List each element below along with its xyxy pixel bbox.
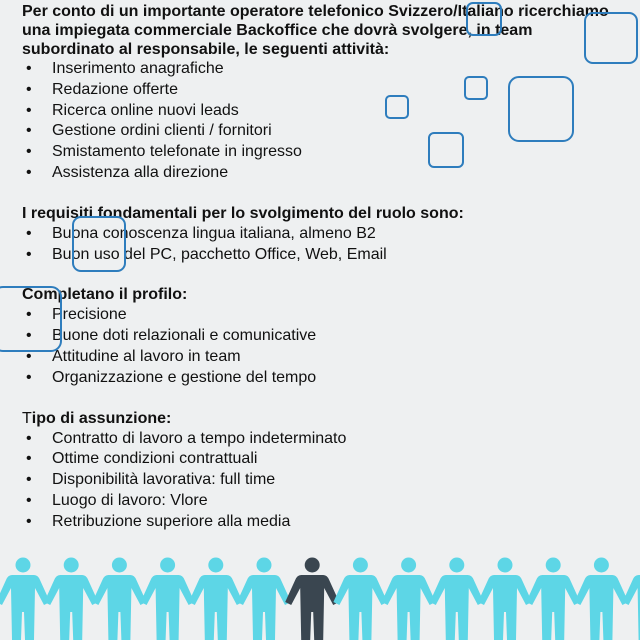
rounded-square-outline-icon <box>0 286 62 352</box>
rounded-square-outline-icon <box>385 95 409 119</box>
list-item: • Organizzazione e gestione del tempo <box>22 368 622 389</box>
list-item: • Retribuzione superiore alla media <box>22 512 622 533</box>
rounded-square-outline-icon <box>584 12 638 64</box>
intro-paragraph: Per conto di un importante operatore telefonico Svizzero/Italiano ricerchiamo una impiegata commerciale Backoffice che dovrà svolgere, in team subordinato al responsabile, le seguenti attività: <box>22 3 609 58</box>
people-row-graphic <box>0 556 640 640</box>
person-figure-icon <box>430 558 484 640</box>
profile-title: Completano il profilo: <box>22 286 188 304</box>
list-item: • Disponibilità lavorativa: full time <box>22 470 622 491</box>
list-item: • Precisione <box>22 305 622 326</box>
person-figure-icon <box>623 558 640 640</box>
rounded-square-outline-icon <box>72 216 126 272</box>
hiring-title-rest: ipo di assunzione: <box>31 409 172 427</box>
section-gap <box>22 184 622 204</box>
list-item: • Buon uso del PC, pacchetto Office, Web, Email <box>22 245 622 266</box>
list-item: • Attitudine al lavoro in team <box>22 347 622 368</box>
person-figure-icon <box>92 558 146 640</box>
list-item: • Smistamento telefonate in ingresso <box>22 142 622 163</box>
list-item: • Luogo di lavoro: Vlore <box>22 491 622 512</box>
list-item: • Inserimento anagrafiche <box>22 59 622 80</box>
list-item: • Buone doti relazionali e comunicative <box>22 326 622 347</box>
person-figure-icon <box>382 558 436 640</box>
hiring-title-initial: T <box>22 409 32 427</box>
list-item: • Ottime condizioni contrattuali <box>22 449 622 470</box>
person-figure-icon <box>285 558 339 640</box>
person-figure-icon <box>574 558 628 640</box>
person-figure-icon <box>478 558 532 640</box>
person-figure-icon <box>526 558 580 640</box>
person-figure-icon <box>141 558 195 640</box>
rounded-square-outline-icon <box>428 132 464 168</box>
list-item: • Gestione ordini clienti / fornitori <box>22 121 622 142</box>
person-figure-icon <box>333 558 387 640</box>
rounded-square-outline-icon <box>464 76 488 100</box>
list-item: • Redazione offerte <box>22 80 622 101</box>
profile-list <box>22 305 622 388</box>
hiring-title <box>22 409 622 429</box>
list-item: • Assistenza alla direzione <box>22 163 622 184</box>
person-figure-icon <box>0 558 50 640</box>
rounded-square-outline-icon <box>466 2 502 36</box>
hiring-list <box>22 429 622 533</box>
rounded-square-outline-icon <box>508 76 574 142</box>
people-row <box>0 556 640 640</box>
person-figure-icon <box>189 558 243 640</box>
requirements-title: I requisiti fondamentali per lo svolgimento del ruolo sono: <box>22 204 464 222</box>
person-figure-icon <box>44 558 98 640</box>
list-item: • Contratto di lavoro a tempo indeterminato <box>22 429 622 450</box>
section-gap <box>22 389 622 409</box>
list-item: • Ricerca online nuovi leads <box>22 101 622 122</box>
person-figure-icon <box>237 558 291 640</box>
list-item: • Buona conoscenza lingua italiana, almeno B2 <box>22 224 622 245</box>
